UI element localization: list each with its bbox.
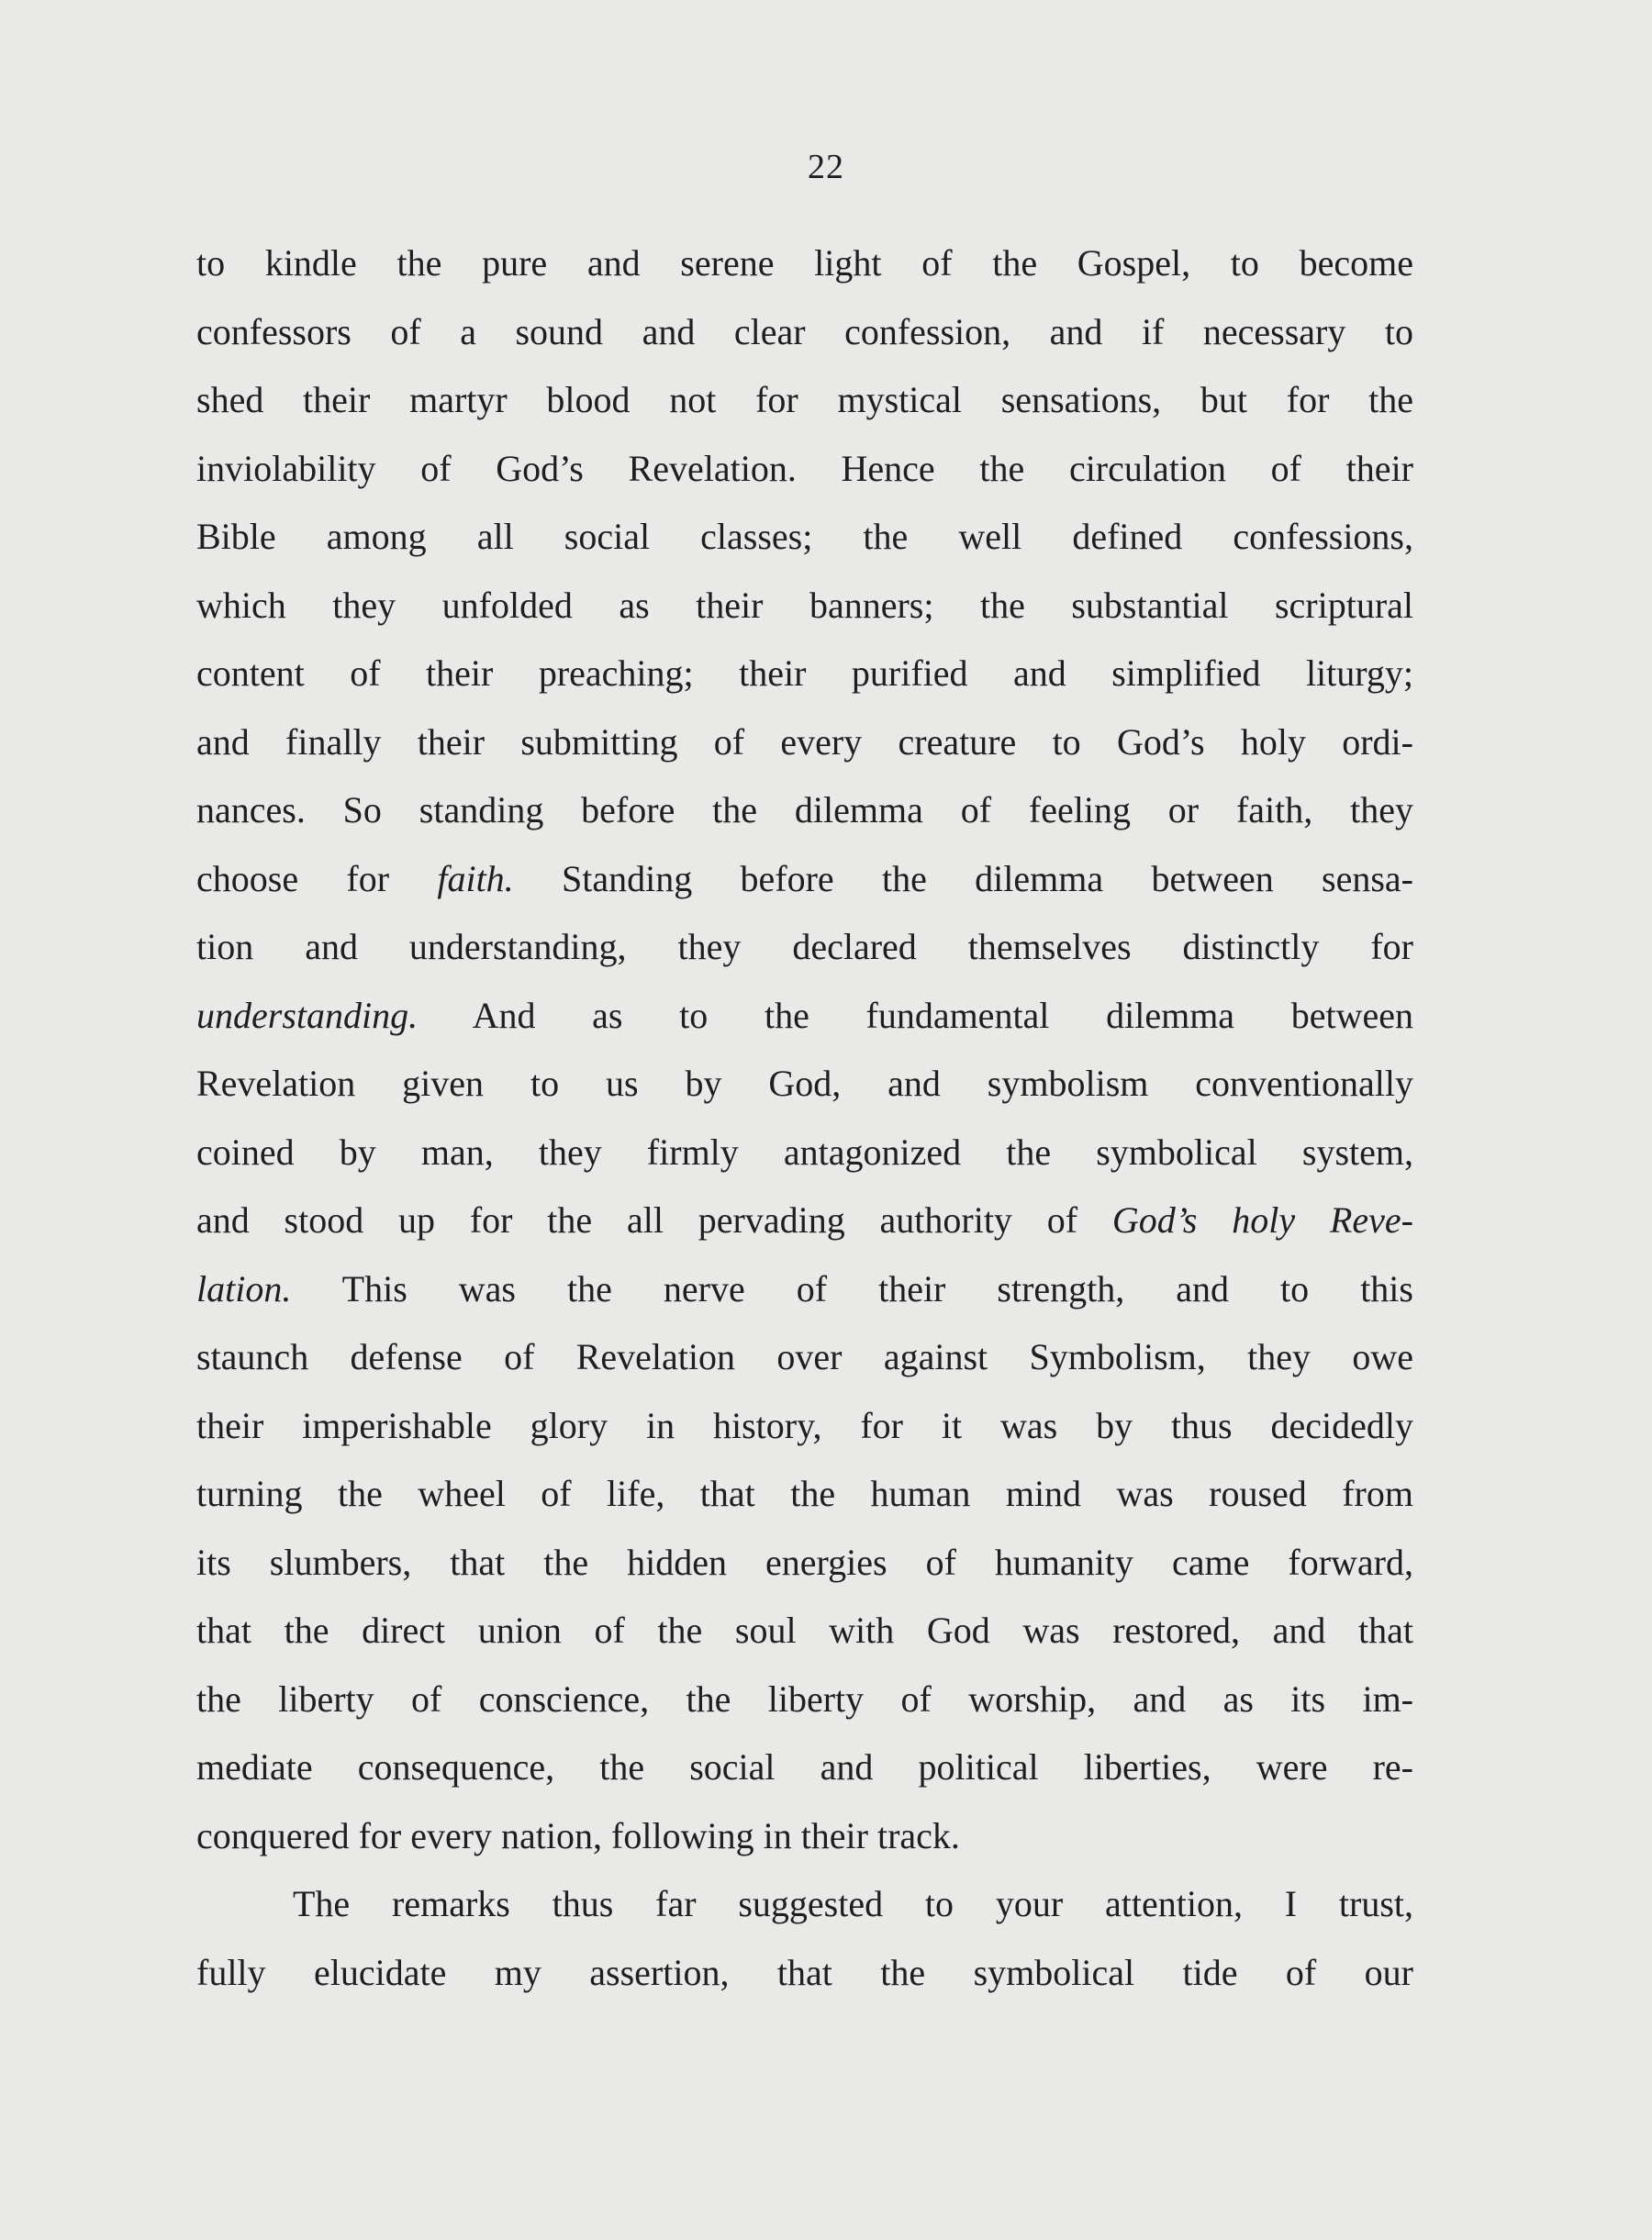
italic-text: faith. (437, 857, 514, 899)
text-line: which they unfolded as their banners; the substantial scriptural (196, 584, 1413, 626)
text-line: staunch defense of Revelation over against Symbolism, they owe (196, 1336, 1413, 1377)
text-line: coined by man, they firmly antagonized the symbolical system, (196, 1131, 1413, 1173)
italic-text: understanding. (196, 994, 419, 1036)
text-line: shed their martyr blood not for mystical sensations, but for the (196, 379, 1413, 420)
text-line: understanding. And as to the fundamental dilemma between (196, 994, 1413, 1036)
text-line: to kindle the pure and serene light of the Gospel, to become (196, 242, 1413, 284)
italic-text: God’s holy Reve- (1111, 1199, 1413, 1241)
text-line: lation. This was the nerve of their strength, and to this (196, 1267, 1413, 1309)
text-line: turning the wheel of life, that the human mind was roused from (196, 1473, 1413, 1514)
text-line: tion and understanding, they declared themselves distinctly for (196, 926, 1413, 967)
text-line: their imperishable glory in history, for it was by thus decidedly (196, 1404, 1413, 1446)
text-line: its slumbers, that the hidden energies of humanity came forward, (196, 1541, 1413, 1583)
text-line: mediate consequence, the social and political liberties, were re- (196, 1746, 1413, 1788)
body-text (196, 229, 1413, 2007)
text-line: nances. So standing before the dilemma of feeling or faith, they (196, 789, 1413, 830)
text-line: inviolability of God’s Revelation. Hence the circulation of their (196, 447, 1413, 489)
text-line: the liberty of conscience, the liberty of worship, and as its im- (196, 1677, 1413, 1720)
text-line: confessors of a sound and clear confession, and if necessary to (196, 310, 1413, 352)
text-line: Bible among all social classes; the well defined confessions, (196, 516, 1413, 557)
text-line: and finally their submitting of every creature to God’s holy ordi- (196, 720, 1413, 763)
text-line: fully elucidate my assertion, that the symbolical tide of our (196, 1951, 1413, 1993)
text-line: conquered for every nation, following in their track. (196, 1814, 960, 1856)
page-number: 22 (808, 148, 844, 186)
text-line: Revelation given to us by God, and symbolism conventionally (196, 1063, 1413, 1104)
text-line: The remarks thus far suggested to your attention, I trust, (293, 1883, 1413, 1924)
text-line: choose for faith. Standing before the dilemma between sensa- (196, 857, 1413, 899)
text-line: content of their preaching; their purified and simplified liturgy; (196, 652, 1413, 694)
text-line: and stood up for the all pervading authority of God’s holy Reve- (196, 1199, 1413, 1241)
text-line: that the direct union of the soul with God was restored, and that (196, 1610, 1413, 1651)
italic-text: lation. (196, 1267, 292, 1309)
